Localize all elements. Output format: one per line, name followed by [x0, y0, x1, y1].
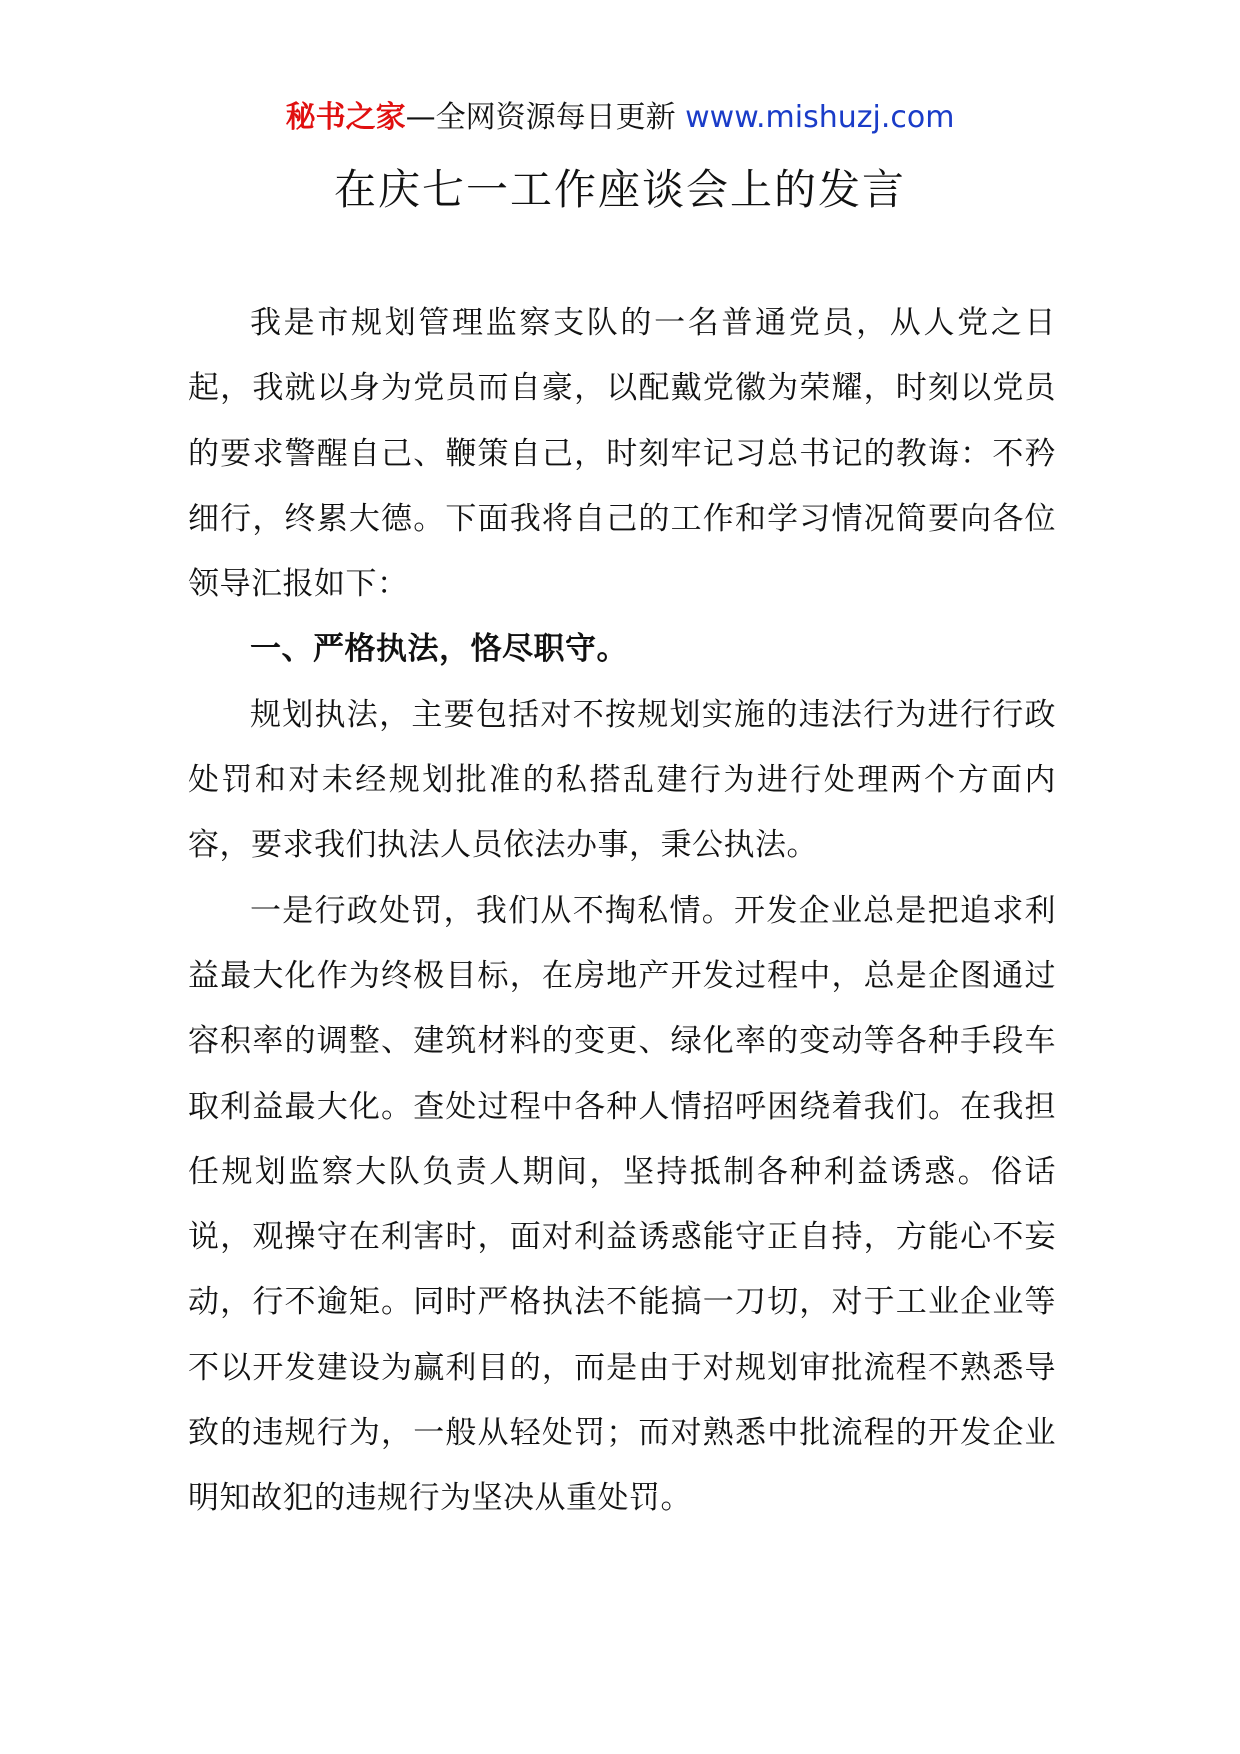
paragraph-intro: 我是市规划管理监察支队的一名普通党员，从人党之日起，我就以身为党员而自豪，以配戴党徽为荣耀，时刻以党员的要求警醒自己、鞭策自己，时刻牢记习总书记的教诲：不矜细行，终累大德。下面我将自己的工作和学习情况简要向各位领导汇报如下： — [188, 305, 1056, 603]
site-url-link[interactable]: www.mishuzj.com — [685, 100, 955, 135]
document-title: 在庆七一工作座谈会上的发言 — [333, 165, 906, 214]
site-header — [0, 98, 1240, 138]
section-heading: 一、严格执法，恪尽职守。 — [250, 631, 628, 668]
brand-name: 秘书之家 — [285, 100, 406, 135]
document-body — [188, 291, 1056, 1532]
header-tagline: —全网资源每日更新 — [405, 100, 676, 135]
paragraph-enforcement-scope: 规划执法，主要包括对不按规划实施的违法行为进行行政处罚和对未经规划批准的私搭乱建行为进行处理两个方面内容，要求我们执法人员依法办事，秉公执法。 — [188, 696, 1056, 864]
paragraph-administrative-penalty: 一是行政处罚，我们从不掏私情。开发企业总是把追求利益最大化作为终极目标，在房地产开发过程中，总是企图通过容积率的调整、建筑材料的变更、绿化率的变动等各种手段车取利益最大化。查处过程中各种人情招呼困绕着我们。在我担任规划监察大队负责人期间，坚持抵制各种利益诱惑。俗话说，观操守在利害时，面对利益诱惑能守正自持，方能心不妄动，行不逾矩。同时严格执法不能搞一刀切，对于工业企业等不以开发建设为赢利目的，而是由于对规划审批流程不熟悉导致的违规行为，一般从轻处罚；而对熟悉中批流程的开发企业明知故犯的违规行为坚决从重处罚。 — [188, 892, 1056, 1517]
